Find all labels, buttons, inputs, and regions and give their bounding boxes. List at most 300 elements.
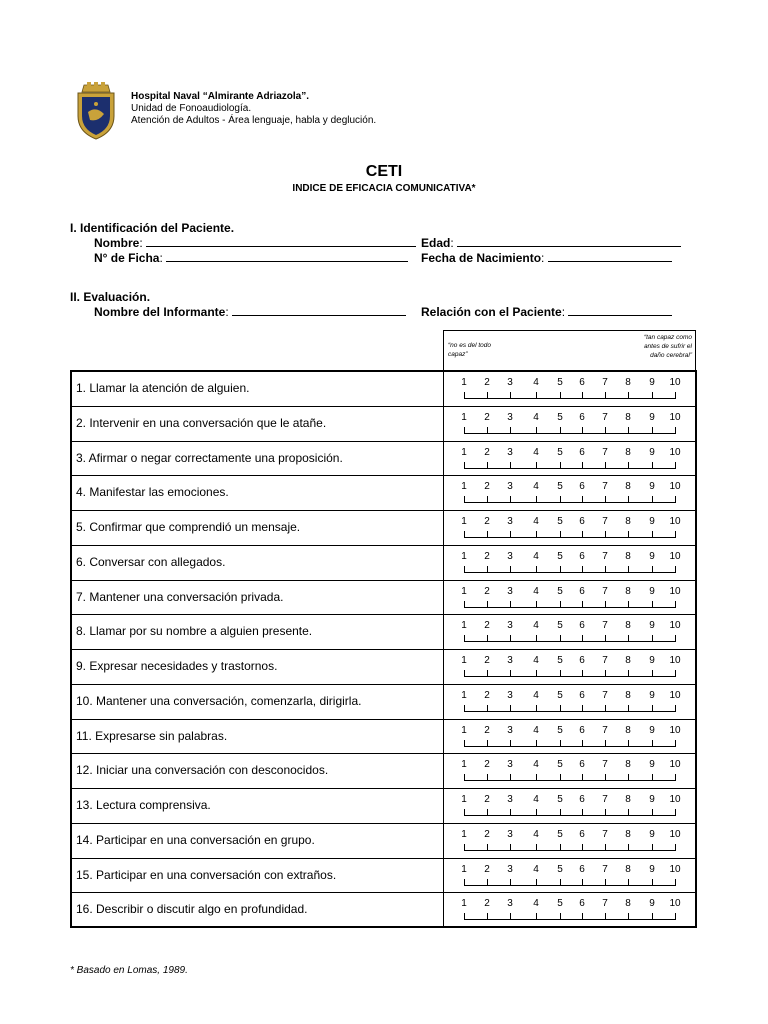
rating-scale[interactable] <box>445 754 695 788</box>
scale-number-1[interactable]: 1 <box>461 411 467 423</box>
rating-scale[interactable] <box>445 511 695 545</box>
scale-tick <box>652 879 653 885</box>
scale-tick <box>464 774 465 780</box>
rating-scale[interactable] <box>445 789 695 823</box>
scale-number-7[interactable]: 7 <box>602 689 608 701</box>
scale-number-8[interactable]: 8 <box>625 585 631 597</box>
scale-number-3[interactable]: 3 <box>507 689 513 701</box>
item-label: 4. Manifestar las emociones. <box>76 485 229 500</box>
scale-number-8[interactable]: 8 <box>625 411 631 423</box>
scale-number-1[interactable]: 1 <box>461 828 467 840</box>
scale-tick <box>628 427 629 433</box>
column-divider <box>443 581 444 615</box>
scale-tick <box>464 740 465 746</box>
scale-tick <box>487 809 488 815</box>
scale-number-6[interactable]: 6 <box>579 620 585 632</box>
scale-number-5[interactable]: 5 <box>557 794 563 805</box>
scale-tick <box>582 462 583 468</box>
scale-number-2[interactable]: 2 <box>484 481 490 493</box>
scale-number-10[interactable]: 10 <box>669 828 681 840</box>
scale-tick <box>582 705 583 711</box>
scale-baseline <box>464 885 676 886</box>
scale-number-10[interactable]: 10 <box>669 446 681 458</box>
scale-number-10[interactable]: 10 <box>669 689 681 701</box>
scale-number-2[interactable]: 2 <box>484 794 490 805</box>
scale-number-6[interactable]: 6 <box>579 377 585 388</box>
scale-tick <box>652 462 653 468</box>
scale-number-8[interactable]: 8 <box>625 898 631 910</box>
scale-tick <box>536 879 537 885</box>
scale-tick <box>560 809 561 815</box>
scale-number-7[interactable]: 7 <box>602 446 608 458</box>
scale-number-4[interactable]: 4 <box>533 516 539 527</box>
scale-number-10[interactable]: 10 <box>669 411 681 423</box>
scale-tick <box>628 774 629 780</box>
scale-tick <box>560 601 561 607</box>
scale-tick <box>628 844 629 850</box>
scale-number-9[interactable]: 9 <box>649 759 655 771</box>
scale-number-2[interactable]: 2 <box>484 550 490 562</box>
ficha-field[interactable]: N° de Ficha: <box>94 251 408 265</box>
edad-line[interactable] <box>457 236 681 247</box>
scale-tick <box>675 879 676 885</box>
scale-number-7[interactable]: 7 <box>602 828 608 840</box>
item-row-5 <box>72 511 695 546</box>
scale-tick <box>605 601 606 607</box>
relacion-line[interactable] <box>568 305 672 316</box>
scale-tick <box>582 670 583 676</box>
scale-number-4[interactable]: 4 <box>533 620 539 632</box>
scale-tick <box>510 531 511 537</box>
scale-tick <box>675 392 676 398</box>
scale-number-2[interactable]: 2 <box>484 446 490 458</box>
scale-tick <box>536 531 537 537</box>
scale-tick <box>628 566 629 572</box>
scale-number-10[interactable]: 10 <box>669 620 681 632</box>
scale-tick <box>628 601 629 607</box>
scale-number-6[interactable]: 6 <box>579 863 585 875</box>
scale-tick <box>652 844 653 850</box>
scale-tick <box>582 427 583 433</box>
scale-number-3[interactable]: 3 <box>507 724 513 736</box>
scale-tick <box>487 427 488 433</box>
hospital-name: Hospital Naval “Almirante Adriazola”. <box>131 91 310 102</box>
scale-number-5[interactable]: 5 <box>557 550 563 562</box>
scale-number-5[interactable]: 5 <box>557 724 563 736</box>
scale-number-4[interactable]: 4 <box>533 689 539 701</box>
scale-tick <box>560 705 561 711</box>
scale-tick <box>464 913 465 919</box>
scale-number-2[interactable]: 2 <box>484 724 490 736</box>
item-row-11 <box>72 720 695 755</box>
scale-number-7[interactable]: 7 <box>602 655 608 666</box>
scale-baseline <box>464 502 676 503</box>
scale-tick <box>675 496 676 502</box>
scale-tick <box>605 670 606 676</box>
scale-number-4[interactable]: 4 <box>533 377 539 388</box>
informante-field[interactable]: Nombre del Informante: <box>94 305 406 319</box>
scale-number-8[interactable]: 8 <box>625 446 631 458</box>
scale-number-2[interactable]: 2 <box>484 898 490 910</box>
scale-number-2[interactable]: 2 <box>484 863 490 875</box>
scale-tick <box>652 601 653 607</box>
scale-number-7[interactable]: 7 <box>602 516 608 527</box>
scale-tick <box>464 392 465 398</box>
scale-number-8[interactable]: 8 <box>625 863 631 875</box>
scale-tick <box>536 462 537 468</box>
scale-number-6[interactable]: 6 <box>579 550 585 562</box>
scale-number-9[interactable]: 9 <box>649 585 655 597</box>
scale-number-10[interactable]: 10 <box>669 794 681 805</box>
nacimiento-line[interactable] <box>548 251 672 262</box>
nombre-label: Nombre <box>94 236 140 250</box>
scale-number-8[interactable]: 8 <box>625 516 631 527</box>
scale-tick <box>605 566 606 572</box>
scale-number-5[interactable]: 5 <box>557 481 563 493</box>
item-label: 3. Afirmar o negar correctamente una proposición. <box>76 450 343 465</box>
scale-number-3[interactable]: 3 <box>507 481 513 493</box>
scale-number-6[interactable]: 6 <box>579 516 585 527</box>
scale-number-3[interactable]: 3 <box>507 863 513 875</box>
edad-field[interactable]: Edad: <box>421 236 681 250</box>
scale-tick <box>605 809 606 815</box>
rating-scale[interactable] <box>445 581 695 615</box>
scale-number-9[interactable]: 9 <box>649 411 655 423</box>
scale-tick <box>652 913 653 919</box>
scale-tick <box>675 427 676 433</box>
scale-tick <box>536 670 537 676</box>
scale-tick <box>560 427 561 433</box>
item-row-4 <box>72 476 695 511</box>
scale-number-8[interactable]: 8 <box>625 794 631 805</box>
scale-number-8[interactable]: 8 <box>625 377 631 388</box>
relacion-field[interactable]: Relación con el Paciente: <box>421 305 672 319</box>
scale-number-3[interactable]: 3 <box>507 898 513 910</box>
scale-baseline <box>464 815 676 816</box>
item-label: 11. Expresarse sin palabras. <box>76 728 228 743</box>
scale-number-1[interactable]: 1 <box>461 550 467 562</box>
scale-number-4[interactable]: 4 <box>533 898 539 910</box>
scale-tick <box>487 601 488 607</box>
scale-number-1[interactable]: 1 <box>461 446 467 458</box>
column-divider <box>443 442 444 476</box>
rating-scale[interactable] <box>445 546 695 580</box>
scale-number-9[interactable]: 9 <box>649 446 655 458</box>
scale-number-3[interactable]: 3 <box>507 446 513 458</box>
scale-tick <box>605 496 606 502</box>
scale-number-7[interactable]: 7 <box>602 794 608 805</box>
scale-tick <box>464 670 465 676</box>
scale-number-9[interactable]: 9 <box>649 550 655 562</box>
scale-number-5[interactable]: 5 <box>557 828 563 840</box>
scale-number-5[interactable]: 5 <box>557 898 563 910</box>
scale-number-1[interactable]: 1 <box>461 724 467 736</box>
rating-scale[interactable] <box>445 407 695 441</box>
scale-number-6[interactable]: 6 <box>579 411 585 423</box>
scale-number-7[interactable]: 7 <box>602 550 608 562</box>
scale-tick <box>605 392 606 398</box>
scale-number-8[interactable]: 8 <box>625 550 631 562</box>
scale-tick <box>464 635 465 641</box>
scale-number-7[interactable]: 7 <box>602 481 608 493</box>
scale-number-4[interactable]: 4 <box>533 411 539 423</box>
rating-scale[interactable] <box>445 685 695 719</box>
scale-number-1[interactable]: 1 <box>461 481 467 493</box>
scale-number-7[interactable]: 7 <box>602 759 608 771</box>
scale-number-2[interactable]: 2 <box>484 585 490 597</box>
scale-tick <box>487 392 488 398</box>
scale-number-9[interactable]: 9 <box>649 620 655 632</box>
column-divider <box>443 789 444 823</box>
scale-baseline <box>464 711 676 712</box>
scale-number-5[interactable]: 5 <box>557 411 563 423</box>
scale-number-1[interactable]: 1 <box>461 620 467 632</box>
scale-number-9[interactable]: 9 <box>649 898 655 910</box>
scale-number-9[interactable]: 9 <box>649 377 655 388</box>
scale-number-5[interactable]: 5 <box>557 620 563 632</box>
edad-label: Edad <box>421 236 451 250</box>
rating-scale[interactable] <box>445 824 695 858</box>
scale-number-1[interactable]: 1 <box>461 689 467 701</box>
scale-number-4[interactable]: 4 <box>533 863 539 875</box>
rating-scale[interactable] <box>445 615 695 649</box>
scale-tick <box>605 774 606 780</box>
scale-tick <box>560 740 561 746</box>
scale-number-7[interactable]: 7 <box>602 585 608 597</box>
scale-tick <box>605 462 606 468</box>
scale-number-9[interactable]: 9 <box>649 724 655 736</box>
scale-number-6[interactable]: 6 <box>579 759 585 771</box>
rating-scale[interactable] <box>445 476 695 510</box>
scale-number-1[interactable]: 1 <box>461 516 467 527</box>
scale-tick <box>652 740 653 746</box>
scale-tick <box>560 774 561 780</box>
scale-tick <box>675 601 676 607</box>
scale-number-3[interactable]: 3 <box>507 759 513 771</box>
scale-tick <box>510 774 511 780</box>
unit-name: Unidad de Fonoaudiología. <box>131 103 252 114</box>
scale-tick <box>675 670 676 676</box>
scale-number-9[interactable]: 9 <box>649 516 655 527</box>
scale-number-5[interactable]: 5 <box>557 759 563 771</box>
scale-number-2[interactable]: 2 <box>484 759 490 771</box>
scale-number-6[interactable]: 6 <box>579 794 585 805</box>
item-row-16 <box>72 893 695 928</box>
scale-number-3[interactable]: 3 <box>507 411 513 423</box>
scale-number-6[interactable]: 6 <box>579 481 585 493</box>
scale-number-4[interactable]: 4 <box>533 446 539 458</box>
scale-tick <box>560 496 561 502</box>
scale-number-1[interactable]: 1 <box>461 794 467 805</box>
scale-number-10[interactable]: 10 <box>669 377 681 388</box>
scale-tick <box>582 392 583 398</box>
scale-baseline <box>464 572 676 573</box>
scale-tick <box>487 705 488 711</box>
scale-tick <box>652 809 653 815</box>
scale-tick <box>536 635 537 641</box>
scale-number-3[interactable]: 3 <box>507 828 513 840</box>
scale-number-7[interactable]: 7 <box>602 724 608 736</box>
scale-number-2[interactable]: 2 <box>484 620 490 632</box>
scale-number-6[interactable]: 6 <box>579 898 585 910</box>
scale-number-4[interactable]: 4 <box>533 794 539 805</box>
item-label: 1. Llamar la atención de alguien. <box>76 381 250 395</box>
scale-number-1[interactable]: 1 <box>461 585 467 597</box>
scale-number-1[interactable]: 1 <box>461 863 467 875</box>
scale-number-9[interactable]: 9 <box>649 481 655 493</box>
scale-number-4[interactable]: 4 <box>533 550 539 562</box>
scale-number-6[interactable]: 6 <box>579 655 585 666</box>
scale-tick <box>487 496 488 502</box>
scale-tick <box>652 670 653 676</box>
scale-number-6[interactable]: 6 <box>579 724 585 736</box>
scale-tick <box>628 705 629 711</box>
scale-number-1[interactable]: 1 <box>461 377 467 388</box>
scale-tick <box>464 462 465 468</box>
nacimiento-label: Fecha de Nacimiento <box>421 251 542 265</box>
scale-tick <box>582 566 583 572</box>
rating-scale[interactable] <box>445 893 695 928</box>
scale-tick <box>536 740 537 746</box>
scale-number-8[interactable]: 8 <box>625 620 631 632</box>
scale-number-9[interactable]: 9 <box>649 655 655 666</box>
rating-scale[interactable] <box>445 372 695 406</box>
scale-number-3[interactable]: 3 <box>507 516 513 527</box>
scale-number-9[interactable]: 9 <box>649 689 655 701</box>
scale-tick <box>582 531 583 537</box>
hospital-info <box>131 91 376 127</box>
scale-number-2[interactable]: 2 <box>484 411 490 423</box>
scale-number-8[interactable]: 8 <box>625 481 631 493</box>
scale-tick <box>628 809 629 815</box>
scale-number-5[interactable]: 5 <box>557 689 563 701</box>
scale-tick <box>536 913 537 919</box>
scale-number-2[interactable]: 2 <box>484 689 490 701</box>
rating-scale[interactable] <box>445 442 695 476</box>
scale-number-4[interactable]: 4 <box>533 585 539 597</box>
scale-tick <box>605 427 606 433</box>
scale-number-10[interactable]: 10 <box>669 863 681 875</box>
scale-tick <box>628 740 629 746</box>
nacimiento-field[interactable]: Fecha de Nacimiento: <box>421 251 672 265</box>
scale-tick <box>536 601 537 607</box>
informante-line[interactable] <box>232 305 406 316</box>
scale-number-2[interactable]: 2 <box>484 828 490 840</box>
scale-number-8[interactable]: 8 <box>625 759 631 771</box>
scale-number-7[interactable]: 7 <box>602 620 608 632</box>
scale-number-2[interactable]: 2 <box>484 377 490 388</box>
scale-number-10[interactable]: 10 <box>669 655 681 666</box>
scale-number-7[interactable]: 7 <box>602 377 608 388</box>
rating-scale[interactable] <box>445 720 695 754</box>
scale-number-6[interactable]: 6 <box>579 828 585 840</box>
scale-number-6[interactable]: 6 <box>579 585 585 597</box>
scale-number-5[interactable]: 5 <box>557 863 563 875</box>
rating-scale[interactable] <box>445 650 695 684</box>
scale-number-2[interactable]: 2 <box>484 655 490 666</box>
scale-number-10[interactable]: 10 <box>669 585 681 597</box>
scale-number-3[interactable]: 3 <box>507 377 513 388</box>
scale-number-8[interactable]: 8 <box>625 689 631 701</box>
scale-number-10[interactable]: 10 <box>669 481 681 493</box>
scale-number-10[interactable]: 10 <box>669 550 681 562</box>
scale-number-5[interactable]: 5 <box>557 377 563 388</box>
scale-number-8[interactable]: 8 <box>625 724 631 736</box>
scale-number-8[interactable]: 8 <box>625 655 631 666</box>
item-row-14 <box>72 824 695 859</box>
scale-number-5[interactable]: 5 <box>557 446 563 458</box>
scale-tick <box>464 879 465 885</box>
rating-scale[interactable] <box>445 859 695 893</box>
scale-number-5[interactable]: 5 <box>557 516 563 527</box>
ficha-line[interactable] <box>166 251 408 262</box>
scale-number-1[interactable]: 1 <box>461 898 467 910</box>
scale-tick <box>536 705 537 711</box>
scale-number-6[interactable]: 6 <box>579 689 585 701</box>
nombre-line[interactable] <box>146 236 416 247</box>
scale-high-label: “tan capaz como antes de sufrir el daño cerebral” <box>643 334 692 359</box>
scale-number-7[interactable]: 7 <box>602 863 608 875</box>
scale-number-3[interactable]: 3 <box>507 620 513 632</box>
scale-number-9[interactable]: 9 <box>649 863 655 875</box>
scale-tick <box>464 844 465 850</box>
scale-tick <box>510 601 511 607</box>
scale-number-4[interactable]: 4 <box>533 481 539 493</box>
scale-number-3[interactable]: 3 <box>507 794 513 805</box>
scale-number-9[interactable]: 9 <box>649 794 655 805</box>
scale-number-7[interactable]: 7 <box>602 898 608 910</box>
scale-tick <box>560 531 561 537</box>
scale-number-3[interactable]: 3 <box>507 585 513 597</box>
scale-number-8[interactable]: 8 <box>625 828 631 840</box>
scale-number-10[interactable]: 10 <box>669 724 681 736</box>
scale-number-4[interactable]: 4 <box>533 724 539 736</box>
scale-number-7[interactable]: 7 <box>602 411 608 423</box>
scale-number-5[interactable]: 5 <box>557 585 563 597</box>
item-label: 6. Conversar con allegados. <box>76 554 226 569</box>
scale-number-1[interactable]: 1 <box>461 655 467 666</box>
scale-number-9[interactable]: 9 <box>649 828 655 840</box>
scale-number-10[interactable]: 10 <box>669 759 681 771</box>
scale-tick <box>675 531 676 537</box>
item-row-7 <box>72 581 695 616</box>
scale-number-1[interactable]: 1 <box>461 759 467 771</box>
scale-tick <box>675 774 676 780</box>
scale-tick <box>510 566 511 572</box>
scale-tick <box>510 879 511 885</box>
scale-number-4[interactable]: 4 <box>533 828 539 840</box>
scale-number-2[interactable]: 2 <box>484 516 490 527</box>
scale-number-4[interactable]: 4 <box>533 655 539 666</box>
nombre-field[interactable]: Nombre: <box>94 236 416 250</box>
scale-tick <box>675 462 676 468</box>
scale-number-5[interactable]: 5 <box>557 655 563 666</box>
scale-number-6[interactable]: 6 <box>579 446 585 458</box>
scale-number-3[interactable]: 3 <box>507 550 513 562</box>
scale-tick <box>560 670 561 676</box>
scale-tick <box>487 670 488 676</box>
item-row-10 <box>72 685 695 720</box>
scale-tick <box>675 844 676 850</box>
scale-number-4[interactable]: 4 <box>533 759 539 771</box>
item-label: 5. Confirmar que comprendió un mensaje. <box>76 520 301 534</box>
footnote: * Basado en Lomas, 1989. <box>70 965 188 976</box>
scale-number-10[interactable]: 10 <box>669 516 681 527</box>
scale-number-3[interactable]: 3 <box>507 655 513 666</box>
scale-tick <box>605 531 606 537</box>
scale-number-10[interactable]: 10 <box>669 898 681 910</box>
scale-tick <box>582 774 583 780</box>
